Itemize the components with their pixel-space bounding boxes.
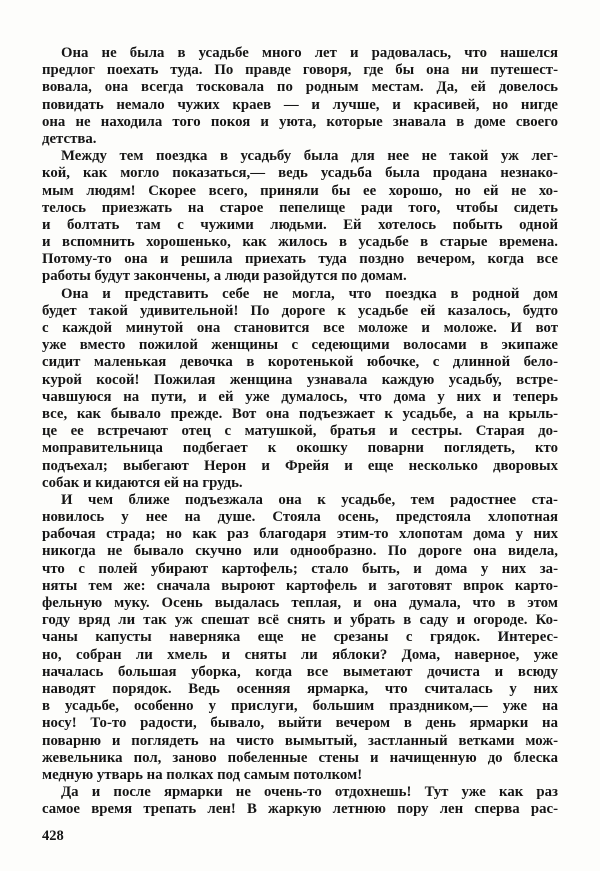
page-number: 428 xyxy=(42,828,64,845)
text-line: собак и кидаются ей на грудь. xyxy=(42,474,243,491)
page-text xyxy=(42,45,558,845)
text-line: и вспомнить хорошенько, как жилось в усадьбе в старые времена. xyxy=(42,234,558,251)
text-line: уже вместо пожилой женщины с седеющими волосами в экипаже xyxy=(42,337,558,354)
text-line: Да и после ярмарки не очень-то отдохнешь! Тут уже как раз xyxy=(61,784,558,801)
text-line: работы будут закончены, а люди разойдутся по домам. xyxy=(42,268,407,285)
text-line: предлог поехать туда. По правде говоря, где бы она ни путешест- xyxy=(42,62,558,79)
paragraph xyxy=(42,286,558,492)
text-line: Она не была в усадьбе много лет и радовалась, что нашелся xyxy=(61,45,558,61)
text-line: И чем ближе подъезжала она к усадьбе, тем радостнее ста- xyxy=(61,491,558,508)
paragraph xyxy=(42,45,558,148)
text-line: жевельника пол, заново побеленные стены и начищенную до блеска xyxy=(42,749,558,766)
text-line: в усадьбе, особенно у прислуги, большим праздником,— уже на xyxy=(42,698,558,715)
text-line: чаны капусты наверняка еще не срезаны с грядок. Интерес- xyxy=(42,629,558,646)
text-line: что с полей убирают картофель; стало быть, и дома у них за- xyxy=(42,560,558,577)
text-line: кой, как могло показаться,— ведь усадьба была продана незнако- xyxy=(42,165,558,182)
text-line: поварню и поглядеть на чисто вымытый, застланный ветками мож- xyxy=(42,732,558,749)
text-line: никогда не бывало скучно или однообразно. По дороге она видела, xyxy=(42,543,558,560)
text-line: Она и представить себе не могла, что поездка в родной дом xyxy=(61,285,558,302)
text-line: це ее встречают отец с матушкой, братья и сестры. Старая до- xyxy=(42,423,558,440)
text-line: подъехал; выбегают Нерон и Фрейя и еще несколько дворовых xyxy=(42,457,558,474)
text-line: детства. xyxy=(42,130,97,147)
text-line: и болтать там с чужими людьми. Ей хотелось побыть одной xyxy=(42,216,558,233)
text-line: носу! То-то радости, бывало, выйти вечером в день ярмарки на xyxy=(42,715,558,732)
text-line: медную утварь на полках под самым потолком! xyxy=(42,766,363,783)
text-line: телось приезжать на старое пепелище ради того, чтобы сидеть xyxy=(42,199,558,216)
text-line: Потому-то она и решила приехать туда поздно вечером, когда все xyxy=(42,251,558,268)
text-line: фельную муку. Осень выдалась теплая, и она думала, что в этом xyxy=(42,595,558,611)
paragraph xyxy=(42,784,558,818)
text-line: все, как бывало прежде. Вот она подъезжает к усадьбе, а на крыль- xyxy=(42,405,558,422)
text-line: мым людям! Скорее всего, приняли бы ее хорошо, но ей не хо- xyxy=(42,182,558,199)
text-line: Между тем поездка в усадьбу была для нее не такой уж лег- xyxy=(61,148,558,165)
text-line: вовала, она всегда тосковала по родным местам. Да, ей довелось xyxy=(42,79,558,96)
text-line: будет такой удивительной! По дороге к усадьбе ей казалось, будто xyxy=(42,302,558,319)
text-line: с каждой минутой она становится все моложе и моложе. И вот xyxy=(42,320,558,336)
text-line: она не находила того покоя и уюта, которые знавала в доме своего xyxy=(42,113,558,130)
text-line: началась большая уборка, когда все выметают дочиста и всюду xyxy=(42,663,558,680)
text-line: няты тем же: сначала выроют картофель и заготовят впрок карто- xyxy=(42,577,558,594)
text-line: курой косой! Пожилая женщина узнавала каждую усадьбу, встре- xyxy=(42,371,558,388)
text-line: году вряд ли так уж спешат всё снять и убрать в саду и огороде. Ко- xyxy=(42,612,558,629)
text-line: сидит маленькая девочка в коротенькой юбочке, с длинной бело- xyxy=(42,354,558,371)
paragraph xyxy=(42,148,558,286)
text-line: самое время трепать лен! В жаркую летнюю пору лен сперва рас- xyxy=(42,801,558,818)
text-line: моправительница подбегает к окошку поварни поглядеть, кто xyxy=(42,440,558,457)
text-line: наводят порядок. Ведь осенняя ярмарка, что считалась у них xyxy=(42,680,558,697)
text-line: новилось у нее на душе. Стояла осень, предстояла хлопотная xyxy=(42,509,558,526)
text-line: чавшуюся на пути, и ей уже думалось, что дома у них и теперь xyxy=(42,388,558,405)
text-line: повидать немало чужих краев — и лучше, и красивей, но нигде xyxy=(42,96,558,113)
text-line: рабочая страда; но как раз благодаря этим-то хлопотам дома у них xyxy=(42,526,558,543)
paragraph xyxy=(42,492,558,784)
text-line: но, собран ли хмель и сняты ли яблоки? Дома, наверное, уже xyxy=(42,646,558,663)
